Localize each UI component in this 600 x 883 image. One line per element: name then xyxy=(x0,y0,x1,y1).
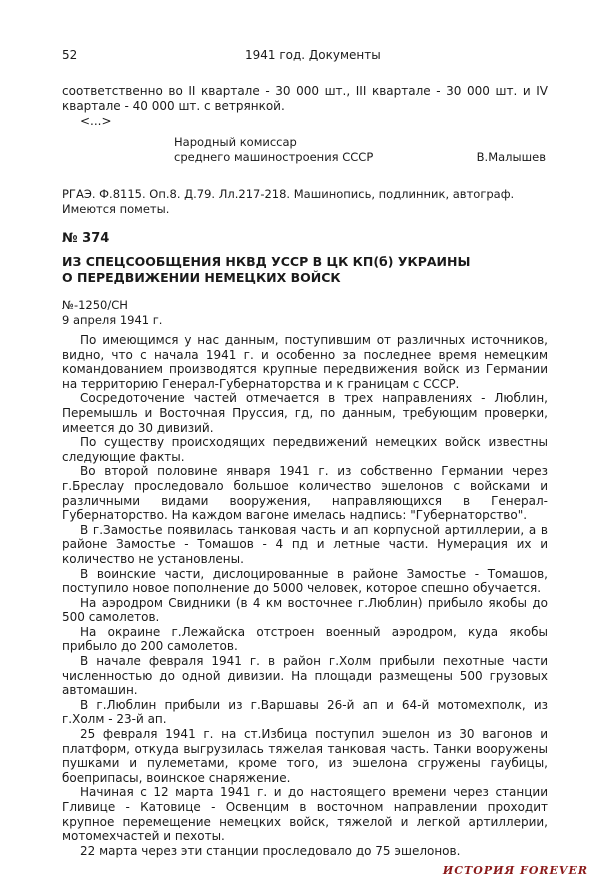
signature-block xyxy=(62,135,548,171)
document-number: № 374 xyxy=(62,231,110,246)
document-title xyxy=(62,254,548,286)
body-paragraph: По имеющимся у нас данным, поступившим от различных источников, видно, что с начала 1941 г. и особенно за последнее время немецким командованием производятся крупные передвижения войск из Германии на территорию Генерал-Губернаторства и к границам с СССР. xyxy=(62,333,548,391)
body-paragraph: На окраине г.Лежайска отстроен военный аэродром, куда якобы прибыло до 200 самолетов. xyxy=(62,624,548,654)
signatory-title xyxy=(174,135,373,165)
document-page xyxy=(62,48,548,858)
body-paragraph: 22 марта через эти станции проследовало до 75 эшелонов. xyxy=(80,843,461,858)
body-paragraph: Во второй половине января 1941 г. из собственно Германии через г.Бреслау проследовало большое количество эшелонов с войсками и различными видами вооружения, направляющихся в Генерал-Губернаторство. На каждом вагоне имелась надпись: "Губернаторство". xyxy=(62,464,548,523)
running-title: 1941 год. Документы xyxy=(245,48,381,62)
running-header xyxy=(62,48,548,66)
page-number: 52 xyxy=(62,48,78,62)
body-paragraph: В г.Люблин прибыли из г.Варшавы 26-й ап и 64-й мотомехполк, из г.Холм - 23-й ап. xyxy=(62,697,548,727)
document-body xyxy=(62,333,548,858)
continuation-text: соответственно во II квартале - 30 000 шт., III квартале - 30 000 шт. и IV квартале - 40 000 шт. с ветрянкой. xyxy=(62,84,548,113)
document-title-line: ИЗ СПЕЦСООБЩЕНИЯ НКВД УССР В ЦК КП(б) УКРАИНЫ xyxy=(62,254,471,269)
signatory-title-line: среднего машиностроения СССР xyxy=(174,150,374,164)
document-meta xyxy=(62,298,548,328)
signatory-title-line: Народный комиссар xyxy=(174,135,297,149)
document-reference-number: №-1250/СН xyxy=(62,298,128,312)
archive-reference: РГАЭ. Ф.8115. Оп.8. Д.79. Лл.217-218. Машинопись, подлинник, автограф. Имеются пометы. xyxy=(62,187,515,216)
body-paragraph: В начале февраля 1941 г. в район г.Холм прибыли пехотные части численностью до одной дивизии. На площади размещены 500 грузовых автомашин. xyxy=(62,654,548,698)
body-paragraph: В г.Замостье появилась танковая часть и ап корпусной артиллерии, а в районе Замостье - Томашов - 4 пд и летные части. Нумерация их и количество не установлены. xyxy=(62,522,548,566)
document-date: 9 апреля 1941 г. xyxy=(62,313,163,327)
document-title-line: О ПЕРЕДВИЖЕНИИ НЕМЕЦКИХ ВОЙСК xyxy=(62,270,341,285)
body-paragraph: В воинские части, дислоцированные в районе Замостье - Томашов, поступило новое пополнение до 5000 человек, которое спешно обучается. xyxy=(62,566,548,596)
signatory-name: В.Малышев xyxy=(476,150,546,164)
previous-document-ending xyxy=(62,84,548,129)
body-paragraph: 25 февраля 1941 г. на ст.Избица поступил эшелон из 30 вагонов и платформ, откуда выгрузилась тяжелая танковая часть. Танки вооружены пушками и пулеметами, кроме того, из эшелона сгружены гаубицы, боеприпасы, воинское снаряжение. xyxy=(62,727,548,785)
body-paragraph: На аэродром Свидники (в 4 км восточнее г.Люблин) прибыло якобы до 500 самолетов. xyxy=(62,595,548,625)
body-paragraph: По существу происходящих передвижений немецких войск известны следующие факты. xyxy=(62,435,548,464)
watermark-logo: ИСТОРИЯ FOREVER xyxy=(442,864,588,877)
omission-mark: <...> xyxy=(80,114,112,128)
body-paragraph: Сосредоточение частей отмечается в трех направлениях - Люблин, Перемышль и Восточная Пруссия, гд, по данным, требующим проверки, имеется до 30 дивизий. xyxy=(62,391,548,435)
body-paragraph: Начиная с 12 марта 1941 г. и до настоящего времени через станции Гливице - Катовице - Освенцим в восточном направлении проходит крупное перемещение немецких войск, тяжелой и легкой артиллерии, мотомехчастей и пехоты. xyxy=(62,785,548,844)
